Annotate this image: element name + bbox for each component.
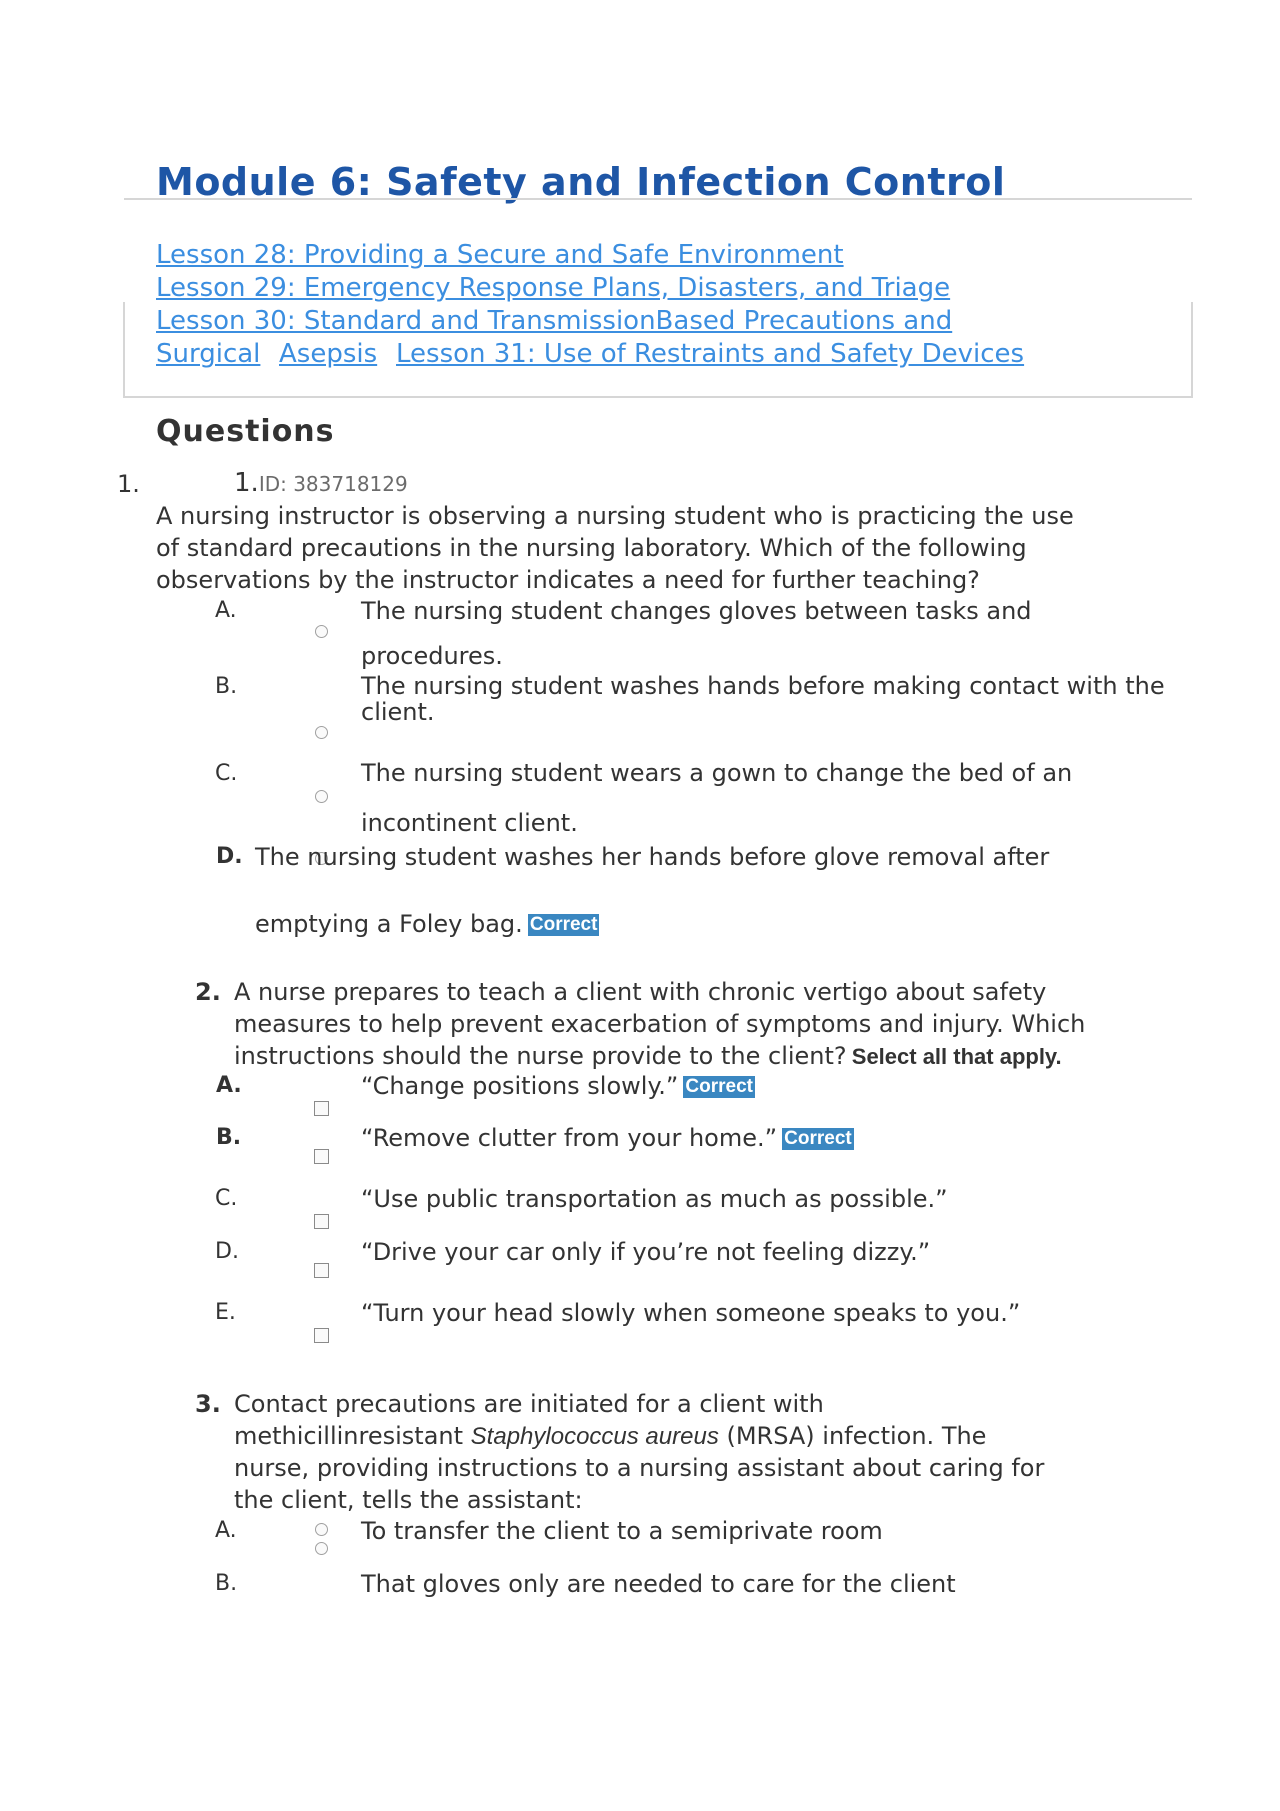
q2-option-a-row [361, 1072, 755, 1100]
q3-option-b-radio[interactable] [315, 1542, 328, 1555]
q1-option-c-radio[interactable] [315, 790, 328, 803]
q2-option-c-text: “Use public transportation as much as possible.” [361, 1185, 948, 1213]
q3-option-b-letter: B. [215, 1571, 238, 1596]
lesson-30-link-cont-asepsis[interactable]: Asepsis [279, 339, 378, 369]
q2-stem-line-3-row [234, 1042, 1062, 1070]
q2-select-all-hint: Select all that apply. [851, 1044, 1062, 1069]
q1-option-a-letter: A. [215, 598, 237, 623]
q2-stem-line-3: instructions should the nurse provide to the client? [234, 1042, 847, 1070]
q1-option-a-line-2: procedures. [361, 642, 503, 670]
q1-option-d-line-2-row [255, 910, 599, 938]
q2-option-b-checkbox[interactable] [314, 1149, 329, 1164]
q1-option-c-letter: C. [215, 761, 238, 786]
q2-option-b-text: “Remove clutter from your home.” [361, 1124, 778, 1152]
q1-number: 1. [234, 468, 259, 498]
questions-heading: Questions [156, 414, 335, 449]
q1-option-d-line-2: emptying a Foley bag. [255, 910, 523, 938]
q3-option-a-letter: A. [215, 1518, 237, 1543]
lesson-30-link[interactable]: Lesson 30: Standard and TransmissionBased Precautions and [156, 306, 953, 336]
q2-number: 2. [195, 978, 221, 1006]
q1-stem-line-2: of standard precautions in the nursing laboratory. Which of the following [156, 534, 1027, 562]
q2-option-d-checkbox[interactable] [314, 1263, 329, 1278]
q2-option-d-text: “Drive your car only if you’re not feeling dizzy.” [361, 1238, 931, 1266]
q1-option-b-line-2: client. [361, 698, 435, 726]
q1-option-d-line-1: The nursing student washes her hands before glove removal after [255, 843, 1050, 871]
q2-option-b-row [361, 1124, 854, 1152]
lesson-links-box [123, 302, 1193, 398]
q2-option-a-text: “Change positions slowly.” [361, 1072, 679, 1100]
q3-stem-line-4: the client, tells the assistant: [234, 1486, 583, 1514]
q3-stem-organism: Staphylococcus aureus [470, 1423, 719, 1450]
lesson-31-link[interactable]: Lesson 31: Use of Restraints and Safety Devices [396, 339, 1025, 369]
q2-option-d-letter: D. [215, 1239, 239, 1264]
q3-stem-line-1: Contact precautions are initiated for a client with [234, 1390, 824, 1418]
q1-option-d-correct-badge: Correct [529, 914, 598, 935]
q3-number: 3. [195, 1390, 221, 1418]
q2-option-c-checkbox[interactable] [314, 1214, 329, 1229]
q1-stem-line-3: observations by the instructor indicates a need for further teaching? [156, 566, 980, 594]
q2-option-c-letter: C. [215, 1186, 238, 1211]
q1-option-c-line-1: The nursing student wears a gown to change the bed of an [361, 759, 1073, 787]
q3-option-b-text: That gloves only are needed to care for the client [361, 1570, 956, 1598]
q2-option-e-letter: E. [215, 1300, 236, 1325]
q2-option-e-checkbox[interactable] [314, 1328, 329, 1343]
q1-header [234, 468, 408, 498]
q1-option-b-line-1: The nursing student washes hands before making contact with the [361, 672, 1165, 700]
q2-option-b-correct-badge: Correct [784, 1128, 852, 1149]
q2-option-a-letter: A. [216, 1073, 242, 1098]
q1-option-a-line-1: The nursing student changes gloves between tasks and [361, 597, 1032, 625]
page-title: Module 6: Safety and Infection Control [156, 160, 1006, 204]
q2-option-b-letter: B. [216, 1125, 242, 1150]
q3-stem-line-3: nurse, providing instructions to a nursing assistant about caring for [234, 1454, 1045, 1482]
q1-option-b-radio[interactable] [315, 726, 328, 739]
title-divider [124, 198, 1192, 200]
lesson-29-link[interactable]: Lesson 29: Emergency Response Plans, Disasters, and Triage [156, 273, 951, 303]
q3-stem-line-2 [234, 1422, 986, 1451]
q1-option-a-radio[interactable] [315, 625, 328, 638]
q1-option-b-letter: B. [215, 674, 238, 699]
q1-id: ID: 383718129 [258, 472, 408, 496]
q2-option-e-text: “Turn your head slowly when someone speaks to you.” [361, 1299, 1021, 1327]
q3-option-a-radio[interactable] [315, 1523, 328, 1536]
q1-option-d-letter: D. [216, 844, 243, 869]
lesson-28-link[interactable]: Lesson 28: Providing a Secure and Safe Environment [156, 240, 844, 270]
q3-stem-line-2-post: (MRSA) infection. The [718, 1422, 987, 1450]
q1-option-c-line-2: incontinent client. [361, 809, 578, 837]
q3-stem-line-2-pre: methicillinresistant [234, 1422, 471, 1450]
lesson-30-link-cont-surgical[interactable]: Surgical [156, 339, 261, 369]
q2-stem-line-1: A nurse prepares to teach a client with chronic vertigo about safety [234, 978, 1047, 1006]
q3-option-a-text: To transfer the client to a semiprivate room [361, 1517, 883, 1545]
q2-option-a-checkbox[interactable] [314, 1101, 329, 1116]
q1-stem-line-1: A nursing instructor is observing a nursing student who is practicing the use [156, 502, 1074, 530]
q2-option-a-correct-badge: Correct [685, 1076, 753, 1097]
q2-stem-line-2: measures to help prevent exacerbation of symptoms and injury. Which [234, 1010, 1086, 1038]
q1-list-number: 1. [117, 470, 140, 498]
